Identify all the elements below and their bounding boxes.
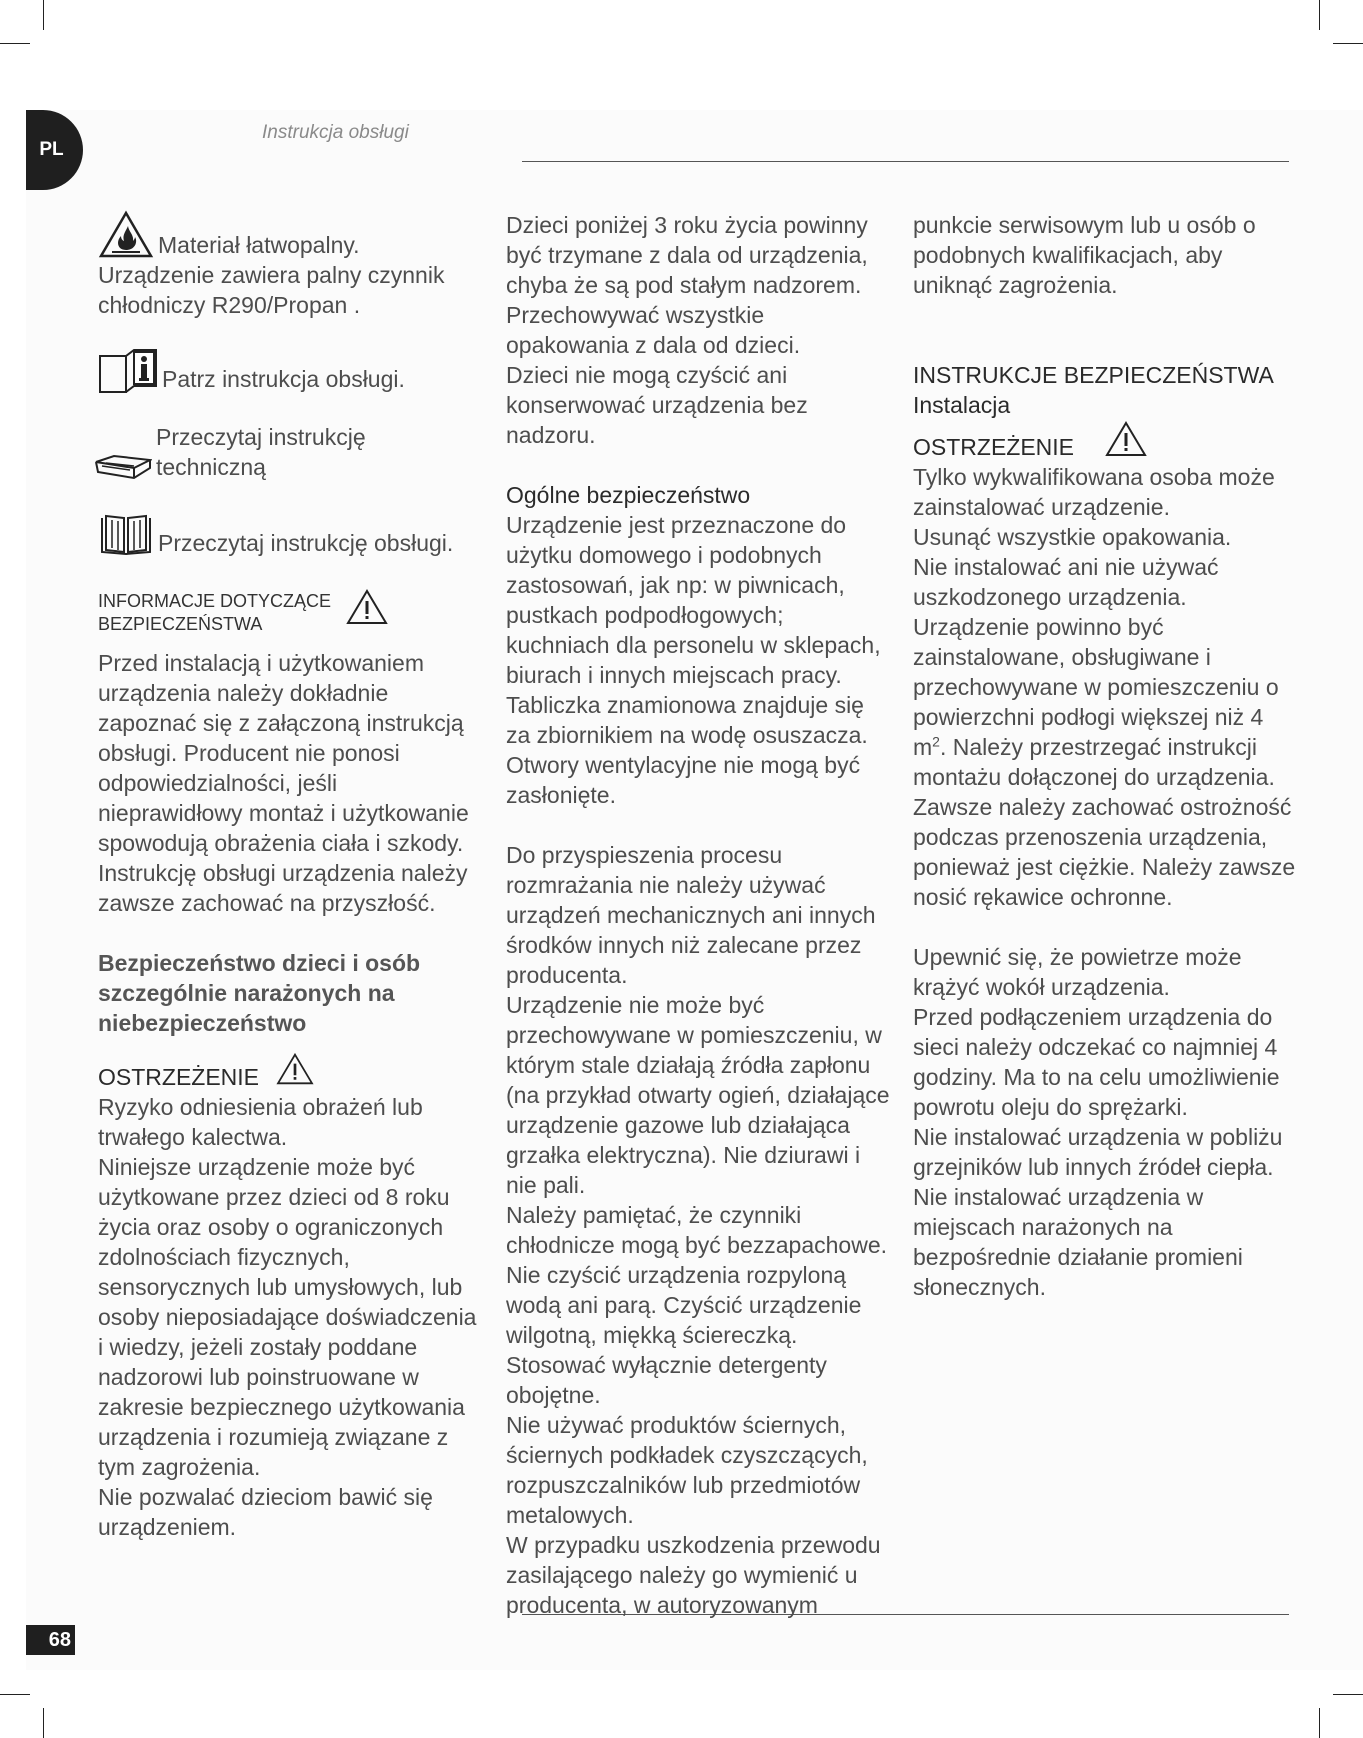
crop-mark [1319, 0, 1320, 30]
cord-continued: punkcie serwisowym lub u osób o podobnych kwalifikacjach, aby uniknąć zagrożenia. [913, 212, 1256, 298]
air-circulation-text: Upewnić się, że powietrze może krążyć wokół urządzenia. [913, 944, 1242, 1000]
technical-manual-text: Przeczytaj instrukcję techniczną [156, 424, 366, 480]
flammable-block [98, 210, 478, 260]
nameplate-text: Tabliczka znamionowa znajduje się za zbiornikiem na wodę osuszacza. [506, 692, 868, 748]
storage-text: Urządzenie nie może być przechowywane w pomieszczeniu, w którym stale działają źródła zapłonu (na przykład otwarty ogień, działające urządzenie gazowe lub działająca grzałka elektryczna). Nie dziurawi i nie pali. [506, 992, 890, 1198]
install-warning-label: OSTRZEŻENIE [913, 434, 1075, 460]
packaging-text: Przechowywać wszystkie opakowania z dala od dzieci. [506, 302, 801, 358]
children-text: Niniejsze urządzenie może być użytkowane przez dzieci od 8 roku życia oraz osoby o ograniczonych zdolnościach fizycznych, sensorycznych lub umysłowych, lub osoby nieposiadające doświadczenia i wiedzy, jeżeli zostały poddane nadzorowi lub poinstruowane w zakresie bezpiecznego użytkowania urządzenia i rozumieją związane z tym zagrożenia. [98, 1154, 477, 1480]
manual-info-icon [98, 348, 158, 394]
room-size-text: Urządzenie powinno być zainstalowane, obsługiwane i przechowywane w pomieszczeniu o powierzchni podłogi większej niż 4 $m^2$. Należy przestrzegać instrukcji montażu dołączonej do urządzenia. [913, 614, 1279, 790]
see-manual-text: Patrz instrukcja obsługi. [162, 366, 405, 392]
header-title: Instrukcja obsługi [262, 122, 409, 143]
heaters-text: Nie instalować urządzenia w pobliżu grzejników lub innych źródeł ciepła. [913, 1124, 1283, 1180]
column-2 [506, 210, 891, 1620]
technical-manual-icon [94, 454, 152, 482]
read-manual-text: Przeczytaj instrukcję obsługi. [158, 530, 454, 556]
no-play-text: Nie pozwalać dzieciom bawić się urządzeniem. [98, 1484, 433, 1540]
flammable-title: Materiał łatwopalny. [158, 232, 360, 258]
technical-manual-block [94, 422, 478, 482]
spray-text: Nie czyścić urządzenia rozpyloną wodą ani parą. Czyścić urządzenie wilgotną, miękką ściereczką. Stosować wyłącznie detergenty obojętne. [506, 1262, 862, 1408]
general-safety-heading: Ogólne bezpieczeństwo [506, 482, 751, 508]
warning-triangle-icon [345, 588, 389, 626]
crop-mark [0, 1694, 30, 1695]
top-rule [522, 161, 1289, 162]
crop-mark [1333, 1694, 1363, 1695]
warning-label: OSTRZEŻENIE [98, 1064, 260, 1090]
general-text: Urządzenie jest przeznaczone do użytku domowego i podobnych zastosowań, jak np: w piwnicach, pustkach podpodłogowych; kuchniach dla personelu w sklepach, biurach i innych miejscach pracy. [506, 512, 881, 688]
defrost-text: Do przyspieszenia procesu rozmrażania nie należy używać urządzeń mechanicznych ani innych środków innych niż zalecane przez producenta. [506, 842, 876, 988]
crop-mark [1333, 43, 1363, 44]
crop-mark [0, 43, 30, 44]
cord-text: W przypadku uszkodzenia przewodu zasilającego należy go wymienić u producenta, w autoryzowanym [506, 1532, 881, 1618]
installation-heading: Instalacja [913, 392, 1011, 418]
children-safety-heading: Bezpieczeństwo dzieci i osób szczególnie narażonych na niebezpieczeństwo [98, 950, 421, 1036]
safety-instructions-heading: INSTRUKCJE BEZPIECZEŃSTWA [913, 362, 1274, 388]
safety-info-text: Przed instalacją i użytkowaniem urządzenia należy dokładnie zapoznać się z załączoną instrukcją obsługi. Producent nie ponosi odpowiedzialności, jeśli nieprawidłowy montaż i użytkowanie spowodują obrażenia ciała i szkody. Instrukcję obsługi urządzenia należy zawsze zachować na przyszłość. [98, 650, 469, 916]
crop-mark [43, 1708, 44, 1738]
see-manual-block [98, 348, 478, 394]
page-number: 68 [26, 1625, 75, 1655]
warning-block [98, 1052, 478, 1092]
remove-packaging-text: Usunąć wszystkie opakowania. [913, 524, 1232, 550]
damaged-text: Nie instalować ani nie używać uszkodzonego urządzenia. [913, 554, 1219, 610]
careful-text: Zawsze należy zachować ostrożność podczas przenoszenia urządzenia, ponieważ jest ciężkie. Należy zawsze nosić rękawice ochronne. [913, 794, 1296, 910]
wait-text: Przed podłączeniem urządzenia do sieci należy odczekać co najmniej 4 godziny. Ma to na celu umożliwienie powrotu oleju do sprężarki. [913, 1004, 1280, 1120]
warning-triangle-icon [275, 1052, 315, 1086]
safety-info-heading-line-2: BEZPIECZEŃSTWA [98, 614, 263, 634]
crop-mark [43, 0, 44, 30]
read-manual-block [98, 512, 478, 558]
qualified-text: Tylko wykwalifikowana osoba może zainstalować urządzenie. [913, 464, 1275, 520]
column-1 [98, 210, 478, 1542]
flammable-warning-icon [98, 210, 154, 260]
install-warning-block [913, 420, 1303, 462]
warning-triangle-icon [1104, 420, 1148, 458]
no-cleaning-text: Dzieci nie mogą czyścić ani konserwować urządzenia bez nadzoru. [506, 362, 808, 448]
column-3 [913, 210, 1303, 1302]
abrasive-text: Nie używać produktów ściernych, ściernych podkładek czyszczących, rozpuszczalników lub przedmiotów metalowych. [506, 1412, 868, 1528]
sunlight-text: Nie instalować urządzenia w miejscach narażonych na bezpośrednie działanie promieni słonecznych. [913, 1184, 1243, 1300]
safety-info-heading-line-1: INFORMACJE DOTYCZĄCE [98, 591, 332, 611]
language-tab: PL [26, 110, 83, 190]
crop-mark [1319, 1708, 1320, 1738]
vents-text: Otwory wentylacyjne nie mogą być zasłonięte. [506, 752, 861, 808]
odorless-text: Należy pamiętać, że czynniki chłodnicze mogą być bezzapachowe. [506, 1202, 888, 1258]
warning-text: Ryzyko odniesienia obrażeń lub trwałego kalectwa. [98, 1094, 423, 1150]
open-book-icon [98, 512, 154, 558]
safety-info-heading [98, 588, 478, 636]
flammable-description: Urządzenie zawiera palny czynnik chłodniczy R290/Propan . [98, 262, 445, 318]
children-under-3: Dzieci poniżej 3 roku życia powinny być trzymane z dala od urządzenia, chyba że są pod stałym nadzorem. [506, 212, 868, 298]
